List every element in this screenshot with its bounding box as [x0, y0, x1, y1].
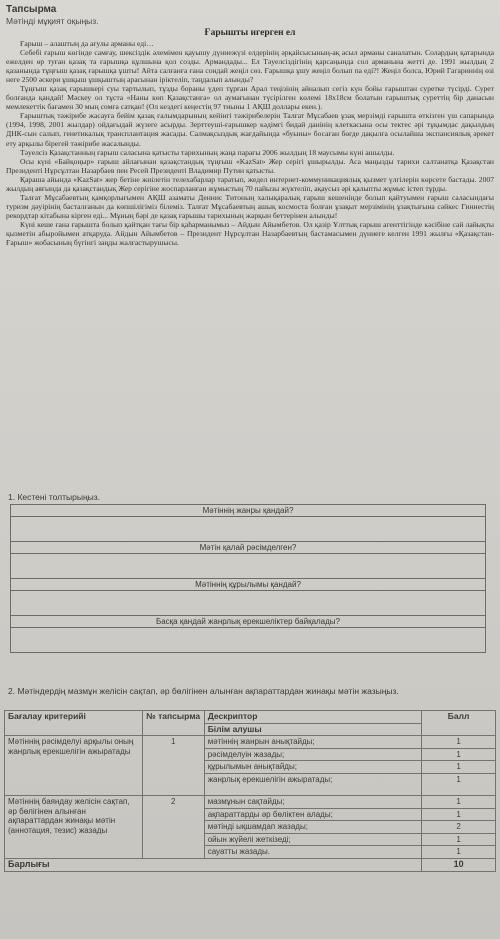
answer-cell[interactable] — [11, 628, 486, 653]
total-label: Барлығы — [5, 858, 422, 871]
descriptor-cell: рәсімделуін жазады; — [204, 748, 421, 761]
task-number-cell: 1 — [142, 736, 204, 796]
answer-cell[interactable] — [11, 554, 486, 579]
paragraph: Талғат Мұсабаевтың қамқорлығымен АҚШ азаматы Деннис Титоның халықаралық ғарыш кешенінде болып қайтуымен ғарыш саласындағы туризм дәуірінің басталғанын да көпшілігіміз білеміз. Талғат Мұсабаевтың ашық космоста болған ұзақыт мерзімінің ұзақтығына сәйкес Гиннестің рекордтар кітабына кірген еді... Мұның бәрі де қазақ ғарышы тарихының жарқын беттерінен алынды! — [6, 192, 494, 220]
section1-heading: 1. Кестені толтырыңыз. — [8, 492, 101, 502]
points-cell: 1 — [422, 808, 496, 821]
paragraph: Тұңғыш қазақ ғарышкері суы тартылып, тұзды бораны үдеп тұрған Арал теңізінің айналып сегіз күн бойы ғарыштан суретке түсірді. Сурет болғанда қандай! Мәскеу ол тұста «Наны көп Қазақстанға» ол аумағынан түсірілген көлемі 18х18см болатын ғарыштық суреттің бір данасын мемлекеттік бағамен 30 мың сомға сатқан! (Ол кездегі кеңестің 97 тиыны 1 АҚШ доллары екен.). — [6, 84, 494, 112]
paragraph: Ғарыштық тәжірибе жасауға бейім қазақ ғалымдарының кейінгі тәжірибелерін Талғат Мұсабаев ұзақ мерзімді ғарышта өткізген үш сапарында (1994, 1998, 2001 жылдар) ойдағыдай жүзеге асырды. Зерттеуші-ғарышкер кәдімгі бидай данінің клеткасына осы тектес әрі тұқымдас дақылдың ДНК-сын салып, генетикалық трансплантация жасады. Салмақсыздық жағдайында «буыны» босаған бөгде дақылға осылайша экспансиялық әрекет ету арқылы бірегей тәжірибе жасалынды. — [6, 111, 494, 148]
points-cell: 2 — [422, 821, 496, 834]
points-cell: 1 — [422, 833, 496, 846]
descriptor-cell: мәтінді ықшамдап жазады; — [204, 821, 421, 834]
document-body — [6, 39, 494, 247]
paragraph: Ғарыш – алаштың да ағулы арманы еді… — [20, 39, 154, 48]
criterion-cell: Мәтіннің баяндау желісін сақтап, әр бөлігінен алынған ақпараттардан жинақы мәтін (аннотация, тезис) жазады — [5, 795, 143, 858]
points-cell: 1 — [422, 748, 496, 761]
answer-cell[interactable] — [11, 517, 486, 542]
points-cell: 1 — [422, 773, 496, 795]
paragraph: Осы күні «Байқоңыр» ғарыш айлағынан қазақстандық тұңғыш «KazSat» Жер серігі ұшырылды. Аса маңызды тарихи салтанатқа Қазақстан Президенті Нұрсұлтан Назарбаев пен Ресей Президенті Владимир Путин қатысты. — [6, 156, 494, 175]
points-cell: 1 — [422, 736, 496, 749]
section1-title — [8, 492, 494, 502]
task-label: Тапсырма — [6, 4, 57, 15]
question-cell: Мәтіннің жанры қандай? — [11, 505, 486, 517]
reading-section — [6, 4, 494, 247]
question-cell: Мәтіннің құрылымы қандай? — [11, 579, 486, 591]
answer-cell[interactable] — [11, 591, 486, 616]
descriptor-header: Дескриптор — [204, 711, 421, 724]
criterion-cell: Мәтіннің рәсімделуі арқылы оның жанрлық ерекшелігін ажыратады — [5, 736, 143, 796]
paragraph: Себебі ғарыш көгінде самғау, шексіздік әлемімен қауышу дүниежүзі елдерінің әрқайсысының-ақ асыл арманы саналатын. Солардың қатарында ежелден өр туған қазақ та ғарышқа құлшына қол созды. Армандады... Ел Тәуелсіздігінің қарсаңында сол арманына жетті де. 1991 жылдың 2 қазанында тұңғыш қазақ ғарышқа ұшты! Айта салғанға ғана сондай жеңіл сөз. Ғарышқа ұшу жеңіл болып па еді?! Жеңіл болса, Юрий Гагариннің өзі неге 2500 әскери ұшқыш ұшқыштың арасынан іріктеліп, таңдалып алынды? — [6, 48, 494, 85]
descriptor-cell: құрылымын анықтайды; — [204, 761, 421, 774]
paragraph: Тәуелсіз Қазақстанның ғарыш саласына қатысты тарихының жаңа парағы 2006 жылдың 18 маусымы күні ашылды. — [20, 147, 395, 157]
paragraph: Күні кеше ғана ғарышта болып қайтқан тағы бір қаһарманымыз – Айдын Айымбетов. Ол қазір Ұлттық ғарыш агенттігінде кәсібіне сай лайықты қызметін абыройымен атқаруда. Айдын Айымбетов – Президент Нұрсұлтан Назарбаевтың бастамасымен дүниеге келген 1991 жылғы «Қазақстан-Ғарыш» жобасының бүгінгі заңды жалғастырушысы. — [6, 219, 494, 248]
points-cell: 1 — [422, 795, 496, 808]
total-points: 10 — [422, 858, 496, 871]
descriptor-cell: сауатты жазады. — [204, 846, 421, 859]
descriptor-cell: ақпараттарды әр бөліктен алады; — [204, 808, 421, 821]
points-cell: 1 — [422, 846, 496, 859]
task-number-cell: 2 — [142, 795, 204, 858]
descriptor-cell: ойын жүйелі жеткізеді; — [204, 833, 421, 846]
descriptor-cell: жанрлық ерекшелігін ажыратады; — [204, 773, 421, 795]
rubric-table — [4, 710, 496, 872]
points-header: Балл — [422, 711, 496, 736]
question-cell: Басқа қандай жанрлық ерекшеліктер байқалады? — [11, 616, 486, 628]
descriptor-cell: мәтіннің жанрын анықтайды; — [204, 736, 421, 749]
section2-title: 2. Мәтіндердің мазмұн желісін сақтап, әр бөлігінен алынған ақпараттардан жинақы мәтін жазыңыз. — [8, 686, 399, 696]
paragraph: Қараша айында «KazSat» жер бетіне жиілетін телехабарлар таратып, жедел интернет-коммуникациялық қызмет үлгілерін көрсете бастады. 2007 жылдың аяғында да қазақстандық Жер серігіне жоспарланған жұмыстың 70 пайызы жүктеліп, ақаусыз әрі қалыпты жұмыс істеп тұрды. — [6, 174, 494, 193]
descriptor-cell: мазмұнын сақтайды; — [204, 795, 421, 808]
points-cell: 1 — [422, 761, 496, 774]
task-number-header: № тапсырма — [142, 711, 204, 736]
questions-table — [10, 504, 486, 653]
document-title: Ғарышты игерген ел — [204, 28, 296, 38]
learner-header: Білім алушы — [204, 723, 421, 736]
question-cell: Мәтін қалай рәсімделген? — [11, 542, 486, 554]
task-instruction: Мәтінді мұқият оқыңыз. — [6, 16, 99, 26]
criterion-header: Бағалау критерийі — [5, 711, 143, 736]
